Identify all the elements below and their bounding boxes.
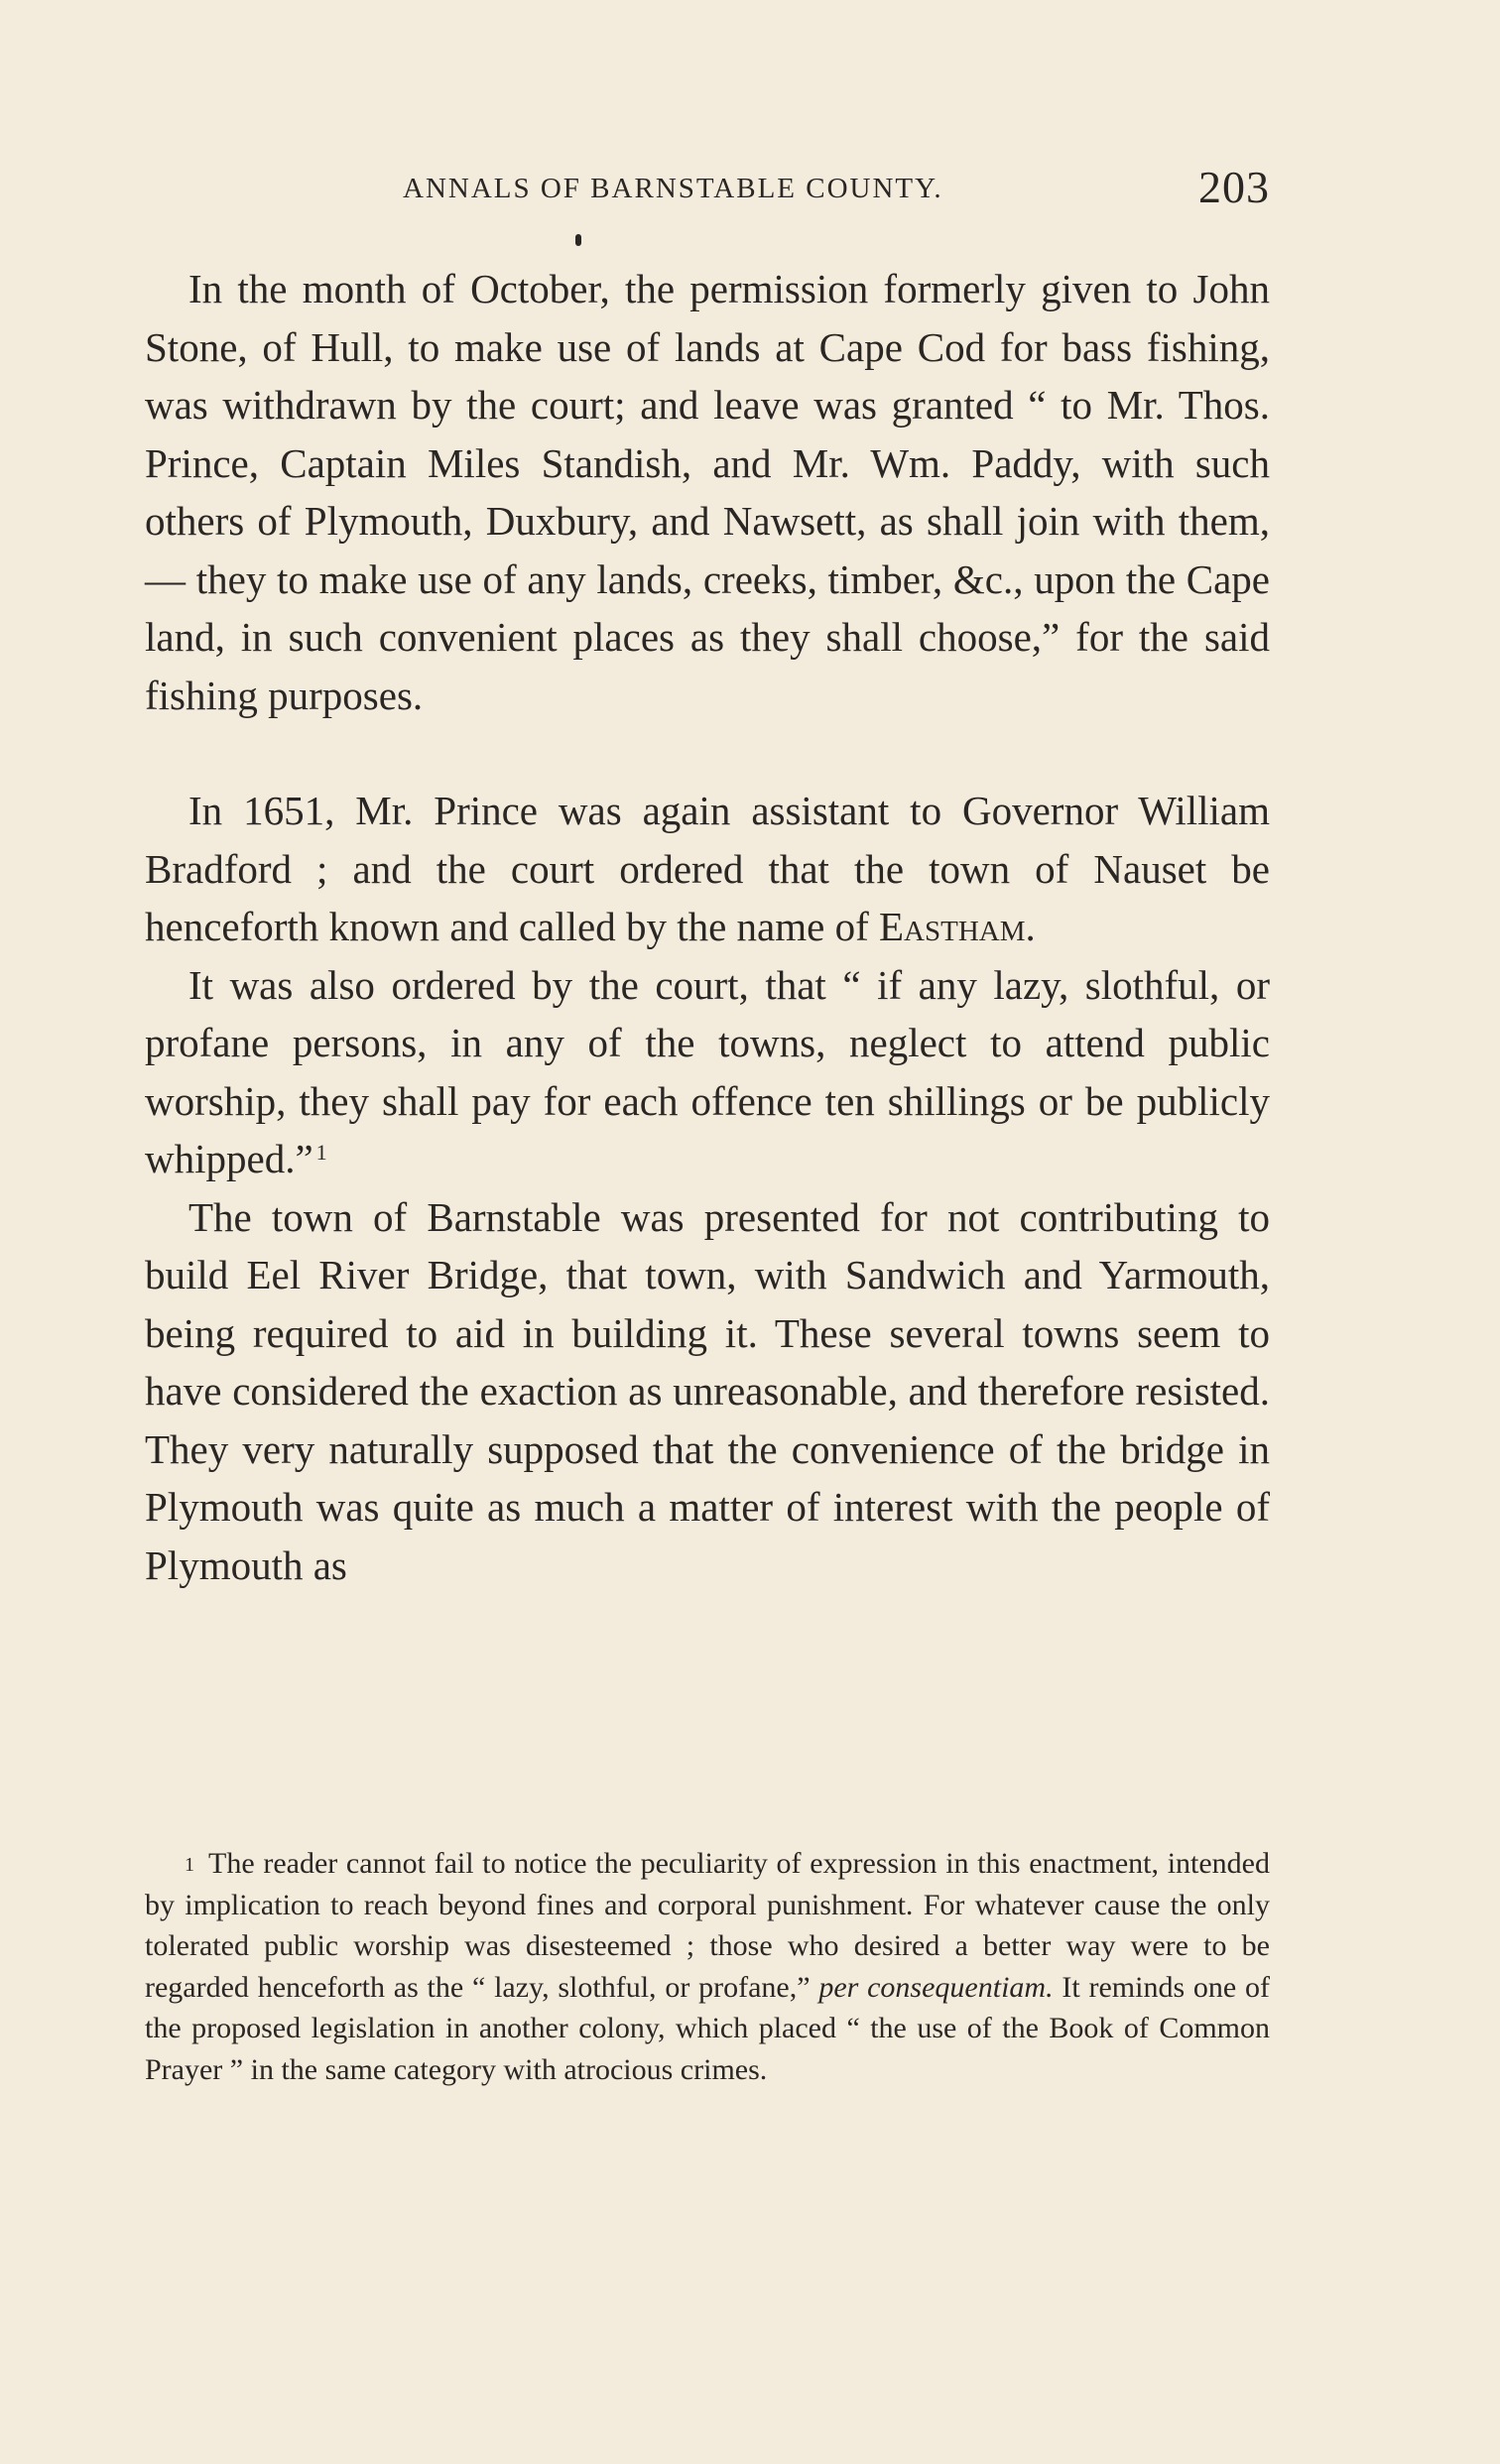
page-number: 203 <box>1198 162 1270 212</box>
footnote-text: The reader cannot fail to notice the peculiarity of expression in this enactment, intended by implication to reach beyond fines and corporal punishment. For whatever cause the only tolerated public worship was disesteemed ; those who desired a better way were to be regarded henceforth as the “ lazy, slothful, or profane,” <box>145 1847 1270 2004</box>
paragraph-eel-river-bridge: The town of Barnstable was presented for not contributing to build Eel River Bridge, that town, with Sandwich and Yarmouth, being required to aid in building it. These several towns seem to have considered the exaction as unreasonable, and therefore resisted. They very naturally supposed that the convenience of the bridge in Plymouth was quite as much a matter of interest with the people of Plymouth as <box>145 1193 1270 1588</box>
footnote-latin-phrase: per consequentiam. <box>818 1970 1054 2004</box>
footnote <box>145 1843 1270 2090</box>
paragraph-spacer <box>145 724 1270 782</box>
footnote-marker: 1 <box>185 1854 194 1876</box>
paragraph-text: It was also ordered by the court, that “ if any lazy, slothful, or profane persons, in any of the towns, neglect to attend public worship, they shall pay for each offence ten shillings or be publicly whipped.” <box>145 961 1270 1181</box>
footnote-text-continued: It reminds one of the proposed legislation in another colony, which placed “ the use of the Book of Common Prayer ” in the same category with atrocious crimes. <box>145 1970 1271 2086</box>
running-head <box>145 162 1270 226</box>
paragraph-text: In 1651, Mr. Prince was again assistant to Governor William Bradford ; and the court ordered that the town of Nauset be henceforth known and called by the name of <box>145 788 1270 949</box>
paragraph-public-worship <box>145 956 1270 1188</box>
printer-mark <box>575 234 581 246</box>
paragraph-october-permission: In the month of October, the permission formerly given to John Stone, of Hull, to make use of lands at Cape Cod for bass fishing, was withdrawn by the court; and leave was granted “ to Mr. Thos. Prince, Captain Miles Standish, and Mr. Wm. Paddy, with such others of Plymouth, Duxbury, and Nawsett, as shall join with them, — they to make use of any lands, creeks, timber, &c., upon the Cape land, in such convenient places as they shall choose,” for the said fishing purposes. <box>145 266 1270 718</box>
eastham-name: Eastham. <box>879 904 1036 949</box>
running-title: ANNALS OF BARNSTABLE COUNTY. <box>403 173 943 204</box>
body-text <box>145 260 1270 1594</box>
paragraph-1651-eastham <box>145 782 1270 956</box>
footnote-reference: 1 <box>315 1140 327 1165</box>
